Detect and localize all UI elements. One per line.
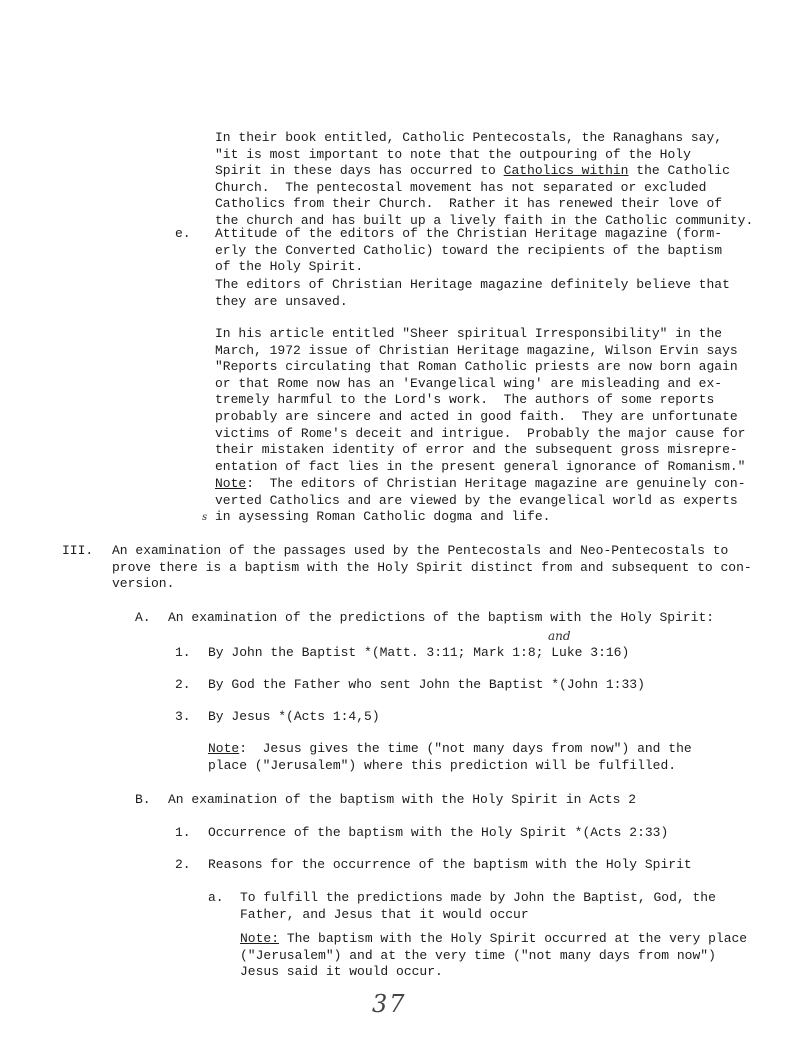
page-number: 37 bbox=[372, 990, 407, 1018]
handwritten-correction: s bbox=[202, 512, 208, 523]
list-item: By God the Father who sent John the Baptist *(John 1:33) bbox=[208, 677, 645, 692]
outline-marker-A: A. bbox=[135, 610, 151, 625]
outline-marker: a. bbox=[208, 890, 224, 905]
outline-marker-B: B. bbox=[135, 792, 151, 807]
paragraph-ervin-quote: In his article entitled "Sheer spiritual Irresponsibility" in the March, 1972 issue of Christian Heritage magazine, Wilson Ervin says "Reports circulating that Roman Catholic priests are now born again or that Rome now has an 'Evangelical wing' are misleading and ex- tremely harmful to the Lord's work. The authors of some reports probably are sincere and acted in good faith. They are unfortunate victims of Rome's deceit and intrigue. Probably the major cause for their mistaken identity of error and the subsequent gross misrepre- entation of fact lies in the present general ignorance of Romanism." bbox=[215, 326, 746, 474]
note-jesus: Note: Jesus gives the time ("not many days from now") and the place ("Jerusalem") where this prediction will be fulfilled. bbox=[208, 741, 692, 773]
list-item: Occurrence of the baptism with the Holy Spirit *(Acts 2:33) bbox=[208, 825, 669, 840]
handwritten-and: and bbox=[548, 629, 571, 643]
note-editors: Note: The editors of Christian Heritage magazine are genuinely con- verted Catholics and are viewed by the evangelical world as experts in aysessing Roman Catholic dogma and life. bbox=[215, 476, 746, 525]
list-item: Reasons for the occurrence of the baptism with the Holy Spirit bbox=[208, 857, 692, 872]
outline-marker-e: e. bbox=[175, 226, 191, 241]
sub-item-a: To fulfill the predictions made by John the Baptist, God, the Father, and Jesus that it would occur bbox=[240, 890, 716, 922]
paragraph-editors-belief: The editors of Christian Heritage magazine definitely believe that they are unsaved. bbox=[215, 277, 730, 309]
paragraph-ranaghans-quote: In their book entitled, Catholic Pentecostals, the Ranaghans say, "it is most important to note that the outpouring of the Holy Spirit in these days has occurred to Catholics within the Catholic Church. The pentecostal movement has not separated or excluded Catholics from their Church. Rather it has renewed their love of the church and has built up a lively faith in the Catholic community. bbox=[215, 130, 754, 228]
outline-marker: 1. bbox=[175, 825, 191, 840]
note-occurrence: Note: The baptism with the Holy Spirit occurred at the very place ("Jerusalem") and at the very time ("not many days from now") Jesus said it would occur. bbox=[240, 931, 748, 980]
outline-marker-III: III. bbox=[62, 543, 94, 558]
section-III-heading: An examination of the passages used by the Pentecostals and Neo-Pentecostals to prove there is a baptism with the Holy Spirit distinct from and subsequent to con- version. bbox=[112, 543, 752, 592]
outline-marker: 2. bbox=[175, 857, 191, 872]
note-label: Note bbox=[208, 741, 240, 756]
outline-item-e: Attitude of the editors of the Christian Heritage magazine (form- erly the Converted Catholic) toward the recipients of the baptism of the Holy Spirit. bbox=[215, 226, 723, 275]
list-item: By John the Baptist *(Matt. 3:11; Mark 1:8; Luke 3:16) bbox=[208, 645, 630, 660]
list-item: By Jesus *(Acts 1:4,5) bbox=[208, 709, 380, 724]
section-B-heading: An examination of the baptism with the Holy Spirit in Acts 2 bbox=[168, 792, 637, 807]
note-label: Note bbox=[215, 476, 247, 491]
outline-marker: 1. bbox=[175, 645, 191, 660]
underlined-phrase: Catholics within bbox=[503, 163, 629, 179]
outline-marker: 2. bbox=[175, 677, 191, 692]
note-label: Note: bbox=[240, 931, 280, 946]
section-A-heading: An examination of the predictions of the baptism with the Holy Spirit: bbox=[168, 610, 715, 625]
outline-marker: 3. bbox=[175, 709, 191, 724]
